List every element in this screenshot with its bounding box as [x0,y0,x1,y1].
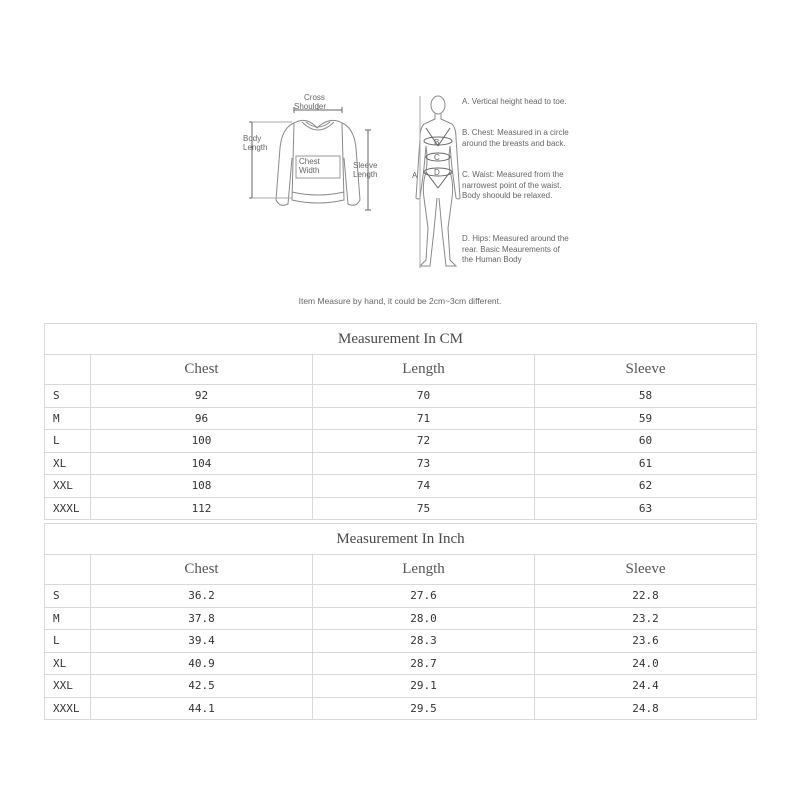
size-table-cm [44,323,757,520]
chest-cell: 96 [91,407,313,430]
figure-letter-c: C [434,153,440,162]
sleeve-cell: 63 [535,497,757,520]
body-length-label-2: Length [243,143,268,152]
size-table-inch [44,523,757,720]
length-cell: 73 [313,452,535,475]
sleeve-cell: 24.4 [535,675,757,698]
header-chest: Chest [91,355,313,385]
table-header-row [45,555,757,585]
header-sleeve: Sleeve [535,555,757,585]
table-row [45,630,757,653]
sleeve-cell: 58 [535,385,757,408]
sleeve-cell: 60 [535,430,757,453]
table-row [45,452,757,475]
size-cell: M [45,407,91,430]
chest-width-label-2: Width [299,166,320,175]
length-cell: 28.3 [313,630,535,653]
table-row [45,652,757,675]
length-cell: 70 [313,385,535,408]
size-cell: L [45,630,91,653]
header-chest: Chest [91,555,313,585]
header-size [45,555,91,585]
sleeve-cell: 23.6 [535,630,757,653]
chest-cell: 108 [91,475,313,498]
length-cell: 28.0 [313,607,535,630]
table-row [45,607,757,630]
chest-width-label-1: Chest [299,157,320,166]
table-row [45,475,757,498]
cross-label-1: Cross [304,93,325,102]
table-row [45,675,757,698]
table-row [45,407,757,430]
sleeve-cell: 61 [535,452,757,475]
size-cell: XL [45,452,91,475]
length-cell: 28.7 [313,652,535,675]
length-cell: 75 [313,497,535,520]
table-title: Measurement In CM [45,324,757,355]
chest-cell: 100 [91,430,313,453]
note-height: A. Vertical height head to toe. [462,97,567,106]
length-cell: 74 [313,475,535,498]
figure-letter-d: D [434,168,440,177]
note-waist: C. Waist: Measured from the narrowest point of the waist. Body shoould be relaxed. [462,170,564,200]
chest-cell: 42.5 [91,675,313,698]
length-cell: 27.6 [313,585,535,608]
measure-caption: Item Measure by hand, it could be 2cm~3cm different. [298,296,502,306]
sleeve-length-label-2: Length [353,170,378,179]
size-cell: S [45,385,91,408]
table-row [45,585,757,608]
length-cell: 29.1 [313,675,535,698]
sleeve-cell: 24.8 [535,697,757,720]
table-row [45,497,757,520]
header-size [45,355,91,385]
sleeve-cell: 24.0 [535,652,757,675]
size-cell: XL [45,652,91,675]
chest-cell: 37.8 [91,607,313,630]
header-sleeve: Sleeve [535,355,757,385]
chest-cell: 104 [91,452,313,475]
cross-label-2: Shoulder [294,102,327,111]
size-cell: S [45,585,91,608]
figure-letter-b: B [434,138,440,147]
figure-letter-a: A [412,171,418,180]
length-cell: 72 [313,430,535,453]
chest-cell: 44.1 [91,697,313,720]
chest-cell: 40.9 [91,652,313,675]
table-title: Measurement In Inch [45,524,757,555]
length-cell: 29.5 [313,697,535,720]
chest-cell: 92 [91,385,313,408]
chest-cell: 112 [91,497,313,520]
sleeve-cell: 22.8 [535,585,757,608]
table-row [45,430,757,453]
header-length: Length [313,555,535,585]
table-row [45,697,757,720]
chest-cell: 39.4 [91,630,313,653]
note-hips: D. Hips: Measured around the rear. Basic Meaurements of the Human Body [462,234,569,264]
size-cell: XXL [45,675,91,698]
body-figure-illustration [416,96,460,268]
sleeve-cell: 59 [535,407,757,430]
size-cell: XXXL [45,697,91,720]
sleeve-cell: 23.2 [535,607,757,630]
size-cell: L [45,430,91,453]
table-header-row [45,355,757,385]
length-cell: 71 [313,407,535,430]
size-cell: M [45,607,91,630]
size-cell: XXXL [45,497,91,520]
sleeve-length-label-1: Sleeve [353,161,378,170]
body-length-label-1: Body [243,134,262,143]
sleeve-cell: 62 [535,475,757,498]
header-length: Length [313,355,535,385]
chest-cell: 36.2 [91,585,313,608]
note-chest: B. Chest: Measured in a circle around the breasts and back. [462,128,569,148]
table-row [45,385,757,408]
size-cell: XXL [45,475,91,498]
